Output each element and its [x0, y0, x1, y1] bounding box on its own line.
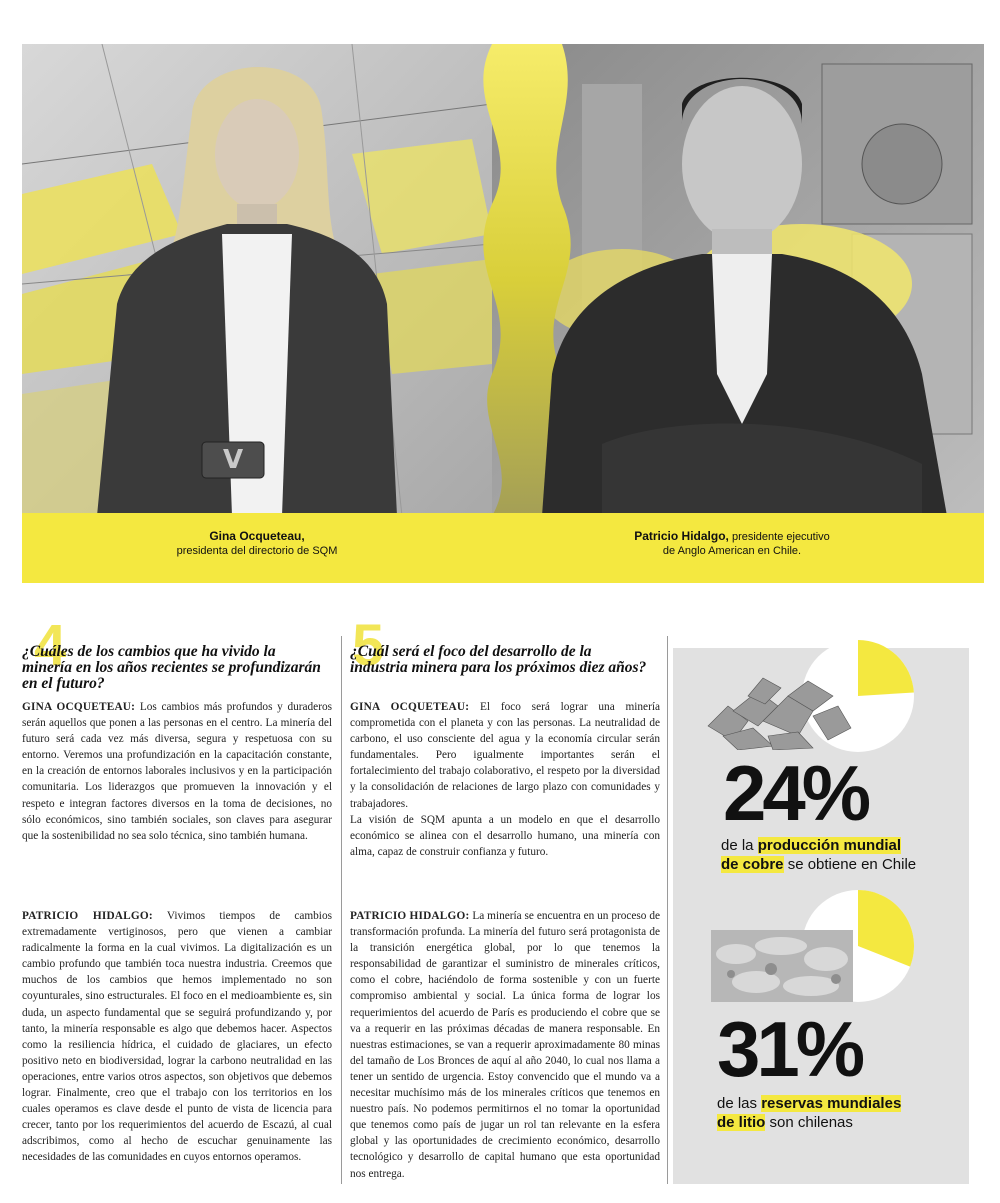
column-divider-2 [667, 636, 668, 1184]
svg-text:V: V [222, 445, 244, 475]
caption-band [22, 513, 984, 583]
q5-patricio-answer [350, 908, 660, 1182]
q4-gina-answer [22, 699, 332, 844]
column-divider-1 [341, 636, 342, 1184]
caption-gina-name: Gina Ocqueteau, [209, 529, 305, 543]
caption-gina-role: presidenta del directorio de SQM [176, 545, 338, 557]
copper-share-slice [858, 640, 914, 696]
lithium-ore-icon [711, 924, 853, 1004]
copper-ore-icon [703, 666, 853, 750]
caption-patricio-role-2: de Anglo American en Chile. [662, 545, 802, 557]
stat-lithium-value: 31% [717, 1005, 862, 1093]
question-4-heading: ¿Cuáles de los cambios que ha vivido la minería en los años recientes se profundizarán en el futuro? [22, 643, 321, 692]
q5-gina-answer [350, 699, 660, 860]
q4-gina-speaker: GINA OCQUETEAU: [22, 701, 136, 713]
stat-copper-pre: de la [721, 837, 758, 854]
stat-copper-value: 24% [723, 749, 868, 837]
question-5-heading: ¿Cuál será el foco del desarrollo de la industria minera para los próximos diez años? [350, 643, 647, 676]
question-4-number: 4 [34, 613, 67, 678]
stat-lithium-highlight-2: de litio [717, 1114, 766, 1131]
stats-panel [673, 648, 969, 1184]
stat-lithium-post: son chilenas [765, 1114, 853, 1131]
caption-patricio [582, 529, 882, 558]
q5-gina-text-2: La visión de SQM apunta a un modelo en que el desarrollo económico se alinea con el desarrollo humano, una minería con alma, capaz de construir confianza y futuro. [350, 813, 660, 858]
stat-copper-highlight-1: producción mundial [757, 837, 902, 854]
stat-lithium-pre: de las [717, 1095, 762, 1112]
stat-copper-post: se obtiene en Chile [783, 856, 917, 873]
caption-patricio-name: Patricio Hidalgo, [634, 529, 729, 543]
q4-patricio-speaker: PATRICIO HIDALGO: [22, 910, 153, 922]
q5-patricio-text: La minería se encuentra en un proceso de transformación profunda. La minería del futuro será protagonista de la transición energética global, por lo que tenemos la responsabilidad de garantizar el suministro de minerales críticos, como el cobre, haciéndolo de forma sostenible y con un fuerte compromiso ambiental y social. La única forma de lograr los requerimientos del acuerdo de París es produciendo el cobre que se va a requerir en las próximas décadas de manera responsable. En nuestras estimaciones, se van a requerir aproximadamente 80 minas del tamaño de Los Bronces de aquí al año 2040, lo cual nos llama a tener un sentido de urgencia. Estoy convencido que el mundo va a necesitar muchísimo más de los minerales críticos que tenemos en nuestro país. No podemos permitirnos el no tomar la oportunidad que tenemos como país de jugar un rol tan relevante en la esfera global y las oportunidades de crecimiento económico, desarrollo tecnológico y desarrollo de capital humano que esta oportunidad nos entrega. [350, 910, 660, 1180]
stat-copper-caption [721, 836, 961, 874]
q4-patricio-text: Vivimos tiempos de cambios extremadamente vertiginosos, pero que vienen a cambiar radicalmente la forma en la cual vivimos. La digitalización es un cambio profundo que también toca nuestra industria. Creemos que muchos de los cambios que hemos implementado no son coyunturales, sino estructurales. El foco en el medioambiente es, sin duda, un aspecto fundamental que se seguirá profundizando y, por tanto, la minería responsable es algo que debemos hacer. Aspectos como la resiliencia hídrica, el cuidado de glaciares, un efecto positivo neto en biodiversidad, lograr la carbono neutralidad en las operaciones, entre varios otros aspectos, son objetivos que debemos lograr. Finalmente, creo que el trabajo con los territorios en los cuales operamos es clave desde el punto de vista de licencia para crecer, tanto por los requerimientos del acuerdo de Escazú, al cual adscribimos, como al hecho de escuchar genuinamente las necesidades de las comunidades en cuyos entornos operamos. [22, 910, 332, 1164]
q5-patricio-speaker: PATRICIO HIDALGO: [350, 910, 470, 922]
header-photo [22, 44, 984, 516]
caption-gina [132, 529, 382, 558]
q5-gina-text: El foco será lograr una minería comprometida con el planeta y con las personas. La neutralidad de carbono, el uso consciente del agua y la economía circular serán fundamentales. Pero igualmente importantes serán el fortalecimiento del trabajo colaborativo, el respeto por la diversidad y la consolidación de relaciones de largo plazo con comunidades y trabajadores. [350, 701, 660, 810]
stat-lithium-highlight-1: reservas mundiales [761, 1095, 902, 1112]
q5-gina-speaker: GINA OCQUETEAU: [350, 701, 470, 713]
q4-gina-text: Los cambios más profundos y duraderos serán aquellos que ponen a las personas en el centro. La minería del futuro será cada vez más diversa, segura y respetuosa con su entorno. Veremos una profundización en la capacitación constante, en la creación de entornos laborales inclusivos y en la participación comunitaria. Los liderazgos que promueven la innovación y el respeto e integran factores diversos en la toma de decisiones, no sólo económicos, sino también sociales, son claves para asegurar que la sostenibilidad no sea solo técnica, sino también humana. [22, 701, 333, 842]
caption-patricio-role-1: presidente ejecutivo [731, 531, 830, 543]
stat-copper-highlight-2: de cobre [721, 856, 784, 873]
question-5-number: 5 [352, 613, 385, 678]
stat-lithium-caption [717, 1094, 957, 1132]
q4-patricio-answer [22, 908, 332, 1166]
